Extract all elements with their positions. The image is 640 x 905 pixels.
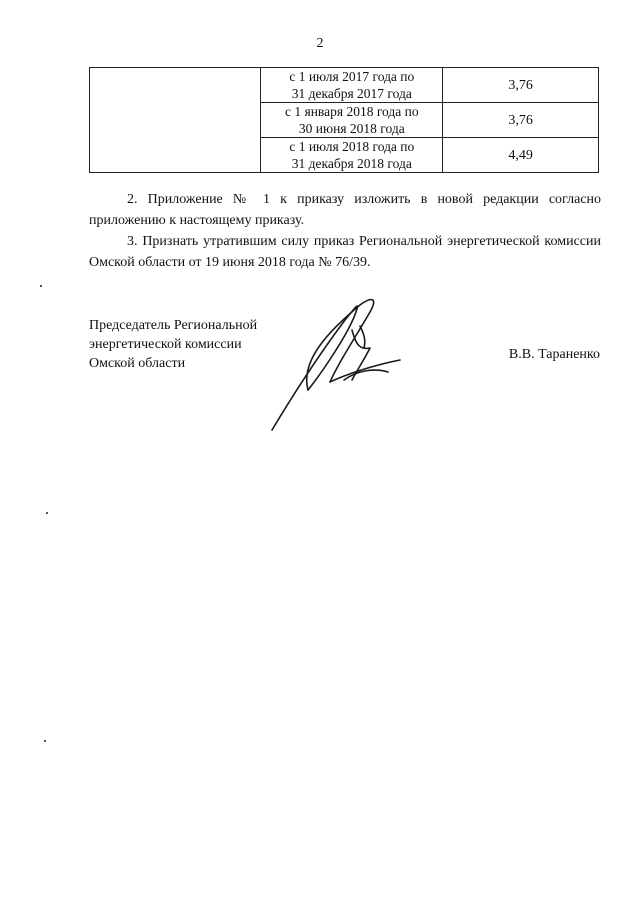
signatory-line: Омской области <box>89 356 186 371</box>
table-row <box>90 68 599 103</box>
scan-speck <box>44 740 46 742</box>
signer-name: В.В. Тараненко <box>508 347 600 362</box>
period-line: 31 декабря 2018 года <box>291 156 412 171</box>
paragraph-3: 3. Признать утратившим силу приказ Региональной энергетической комиссии Омской области от 19 июня 2018 года № 76/39. <box>89 234 601 270</box>
page-number: 2 <box>316 36 324 51</box>
paragraph-2: 2. Приложение № 1 к приказу изложить в новой редакции согласно приложению к настоящему приказу. <box>89 192 601 228</box>
period-line: с 1 июля 2018 года по <box>289 139 415 154</box>
period-line: 30 июня 2018 года <box>298 121 405 136</box>
value-cell: 4,49 <box>443 138 599 173</box>
scan-speck <box>40 285 42 287</box>
signatory-line: энергетической комиссии <box>89 337 242 352</box>
period-line: с 1 января 2018 года по <box>285 104 419 119</box>
rate-table <box>89 67 599 173</box>
merged-empty-cell <box>90 68 261 173</box>
period-cell <box>261 103 443 138</box>
period-line: 31 декабря 2017 года <box>291 86 412 101</box>
value-cell: 3,76 <box>443 103 599 138</box>
signatory-line: Председатель Региональной <box>89 318 258 333</box>
period-line: с 1 июля 2017 года по <box>289 69 415 84</box>
handwritten-signature <box>260 290 420 440</box>
value-cell: 3,76 <box>443 68 599 103</box>
period-cell <box>261 68 443 103</box>
scan-speck <box>46 512 48 514</box>
period-cell <box>261 138 443 173</box>
signatory-title <box>89 316 257 373</box>
